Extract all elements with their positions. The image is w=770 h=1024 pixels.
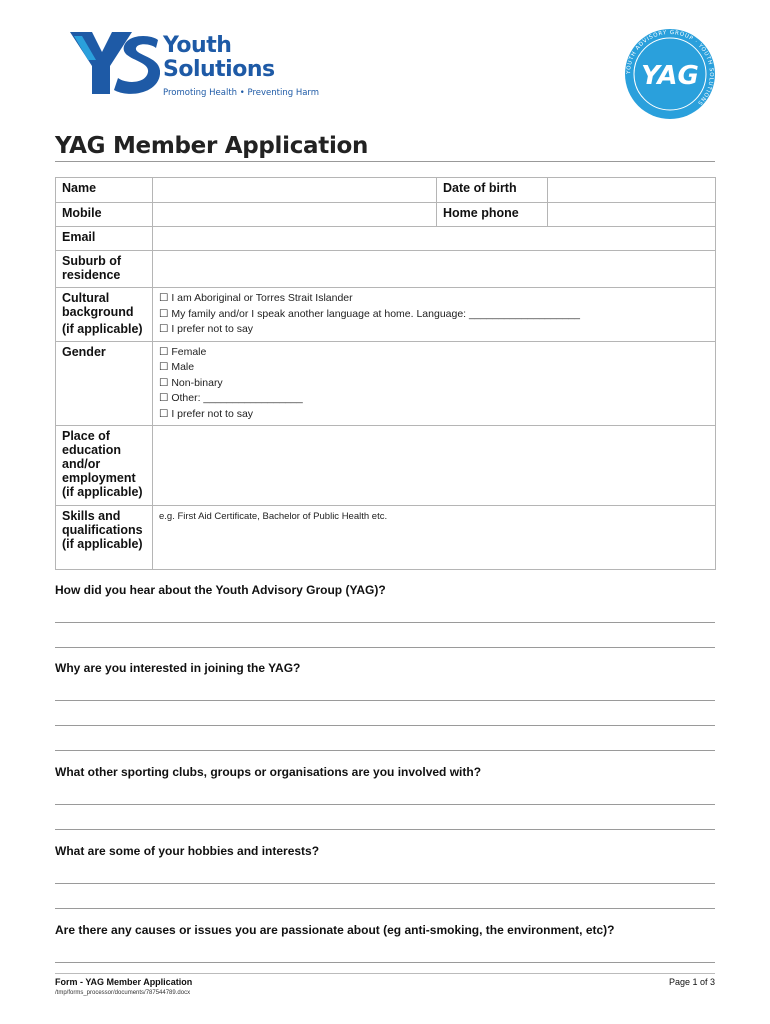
cultural-option-language[interactable]: ☐ My family and/or I speak another language at home. Language: ___________________: [159, 307, 580, 320]
home-phone-label: Home phone: [437, 203, 548, 227]
footer-form-title: Form - YAG Member Application: [55, 977, 193, 987]
answer-line[interactable]: [55, 647, 715, 648]
place-field[interactable]: [153, 426, 716, 506]
name-field[interactable]: [153, 178, 437, 203]
suburb-field[interactable]: [153, 251, 716, 288]
mobile-label: Mobile: [56, 203, 153, 227]
cultural-options: [153, 288, 716, 342]
email-label: Email: [56, 227, 153, 251]
question-other-clubs: What other sporting clubs, groups or organisations are you involved with?: [55, 765, 482, 779]
question-hobbies: What are some of your hobbies and interests?: [55, 844, 320, 858]
cultural-label: [56, 288, 153, 342]
title-divider: [55, 161, 715, 162]
cultural-label-main: Cultural background: [62, 291, 134, 319]
skills-label: Skills and qualifications (if applicable): [56, 506, 153, 570]
mobile-field[interactable]: [153, 203, 437, 227]
place-label: Place of education and/or employment (if applicable): [56, 426, 153, 506]
gender-options: [153, 341, 716, 426]
gender-option-female[interactable]: ☐ Female: [159, 345, 207, 358]
name-label: Name: [56, 178, 153, 203]
dob-label: Date of birth: [437, 178, 548, 203]
gender-option-prefer-not[interactable]: ☐ I prefer not to say: [159, 407, 254, 420]
answer-line[interactable]: [55, 962, 715, 963]
yag-seal-logo: [624, 28, 716, 120]
cultural-label-sub: (if applicable): [62, 322, 143, 336]
answer-line[interactable]: [55, 804, 715, 805]
home-phone-field[interactable]: [548, 203, 716, 227]
footer-file-path: /tmp/forms_processor/documents/787544789.docx: [55, 990, 191, 996]
cultural-option-aboriginal[interactable]: ☐ I am Aboriginal or Torres Strait Islander: [159, 292, 353, 304]
footer-page-number: Page 1 of 3: [668, 977, 715, 987]
answer-line[interactable]: [55, 622, 715, 623]
dob-field[interactable]: [548, 178, 716, 203]
application-form-table: [55, 177, 716, 570]
gender-option-non-binary[interactable]: ☐ Non-binary: [159, 376, 223, 389]
gender-option-other[interactable]: ☐ Other: _________________: [159, 392, 303, 404]
answer-line[interactable]: [55, 725, 715, 726]
question-causes: Are there any causes or issues you are passionate about (eg anti-smoking, the environment, etc)?: [55, 923, 615, 937]
email-field[interactable]: [153, 227, 716, 251]
skills-field[interactable]: [153, 506, 716, 570]
suburb-label: Suburb of residence: [56, 251, 153, 288]
skills-hint: e.g. First Aid Certificate, Bachelor of Public Health etc.: [159, 511, 388, 522]
question-why-interested: Why are you interested in joining the YAG?: [55, 661, 301, 675]
logo-tagline: Promoting Health • Preventing Harm: [163, 88, 320, 98]
page-title: YAG Member Application: [55, 133, 369, 159]
logo-line2: Solutions: [163, 57, 275, 82]
answer-line[interactable]: [55, 829, 715, 830]
youth-solutions-logo-mark: [70, 32, 160, 94]
footer-divider: [55, 973, 715, 974]
answer-line[interactable]: [55, 750, 715, 751]
question-how-heard: How did you hear about the Youth Advisory Group (YAG)?: [55, 583, 386, 597]
logo-line1: Youth: [163, 33, 232, 58]
answer-line[interactable]: [55, 883, 715, 884]
answer-line[interactable]: [55, 700, 715, 701]
gender-option-male[interactable]: ☐ Male: [159, 361, 195, 373]
gender-label: Gender: [56, 341, 153, 426]
svg-text:YOUTH ADVISORY GROUP · YOUTH S: YOUTH ADVISORY GROUP · YOUTH SOLUTIONS: [625, 29, 715, 107]
youth-solutions-logo-text: [163, 34, 319, 98]
answer-line[interactable]: [55, 908, 715, 909]
cultural-option-prefer-not[interactable]: ☐ I prefer not to say: [159, 323, 254, 335]
svg-text:YAG: YAG: [641, 61, 699, 91]
